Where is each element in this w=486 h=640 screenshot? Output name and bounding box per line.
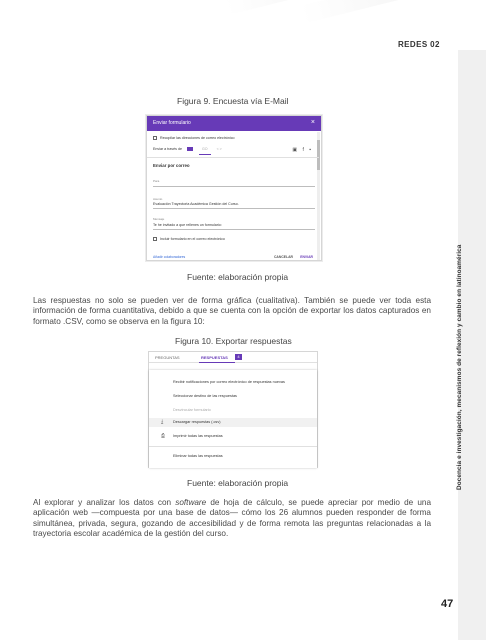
dialog-titlebar xyxy=(147,116,321,131)
checkbox-icon[interactable] xyxy=(153,136,157,140)
collect-emails-label: Recopilar las direcciones de correo electrónico xyxy=(160,136,235,140)
subject-label: Asunto xyxy=(153,197,163,201)
figure-10-source: Fuente: elaboración propia xyxy=(187,478,289,488)
cancel-button[interactable]: CANCELAR xyxy=(273,255,293,259)
menu-item-notifications[interactable]: Recibir notificaciones por correo electrónico de respuestas nuevas xyxy=(173,380,285,384)
download-csv-label: Descargar respuestas (.csv) xyxy=(173,420,221,424)
message-field[interactable]: Te he invitado a que rellenes un formulario: xyxy=(153,223,222,227)
menu-item-delete-all[interactable]: Eliminar todas las respuestas xyxy=(173,454,223,458)
twitter-icon[interactable]: ▪ xyxy=(309,147,311,153)
figure-9-source: Fuente: elaboración propia xyxy=(187,272,289,282)
menu-item-download-csv[interactable] xyxy=(161,419,221,425)
embed-tab[interactable]: < > xyxy=(216,147,222,151)
send-via-row xyxy=(153,147,222,151)
subject-field[interactable]: Evaluación Trayectoria Académica Gestión del Curso. xyxy=(153,202,239,206)
dialog-scrollbar[interactable] xyxy=(317,132,320,260)
software-term: software xyxy=(175,498,207,507)
page-number: 47 xyxy=(441,598,454,610)
figure-10-export-responses xyxy=(148,351,318,468)
paragraph-2-start: Al explorar y analizar los datos con xyxy=(33,498,176,507)
responses-count-badge: 4 xyxy=(235,354,242,360)
include-form-row[interactable] xyxy=(153,237,225,241)
figure-10-caption: Figura 10. Exportar respuestas xyxy=(175,336,292,346)
add-collaborators-link[interactable]: Añadir colaboradores xyxy=(153,255,186,259)
responses-options-menu xyxy=(149,370,317,468)
to-field[interactable] xyxy=(153,186,315,187)
running-head: REDES 02 xyxy=(398,40,440,49)
section-title: Enviar por correo xyxy=(153,163,190,168)
download-icon: ⤓ xyxy=(161,419,164,425)
form-tabs xyxy=(149,352,317,363)
message-underline xyxy=(153,229,315,230)
facebook-icon[interactable]: f xyxy=(302,147,304,153)
figure-9-send-form-dialog xyxy=(146,115,322,261)
scrollbar-thumb[interactable] xyxy=(317,140,320,170)
divider xyxy=(147,157,319,158)
menu-item-unlink-form: Desvincular formulario xyxy=(173,408,211,412)
send-button[interactable]: ENVIAR xyxy=(300,255,313,259)
active-tab-indicator xyxy=(199,362,235,363)
shade-band xyxy=(300,0,486,23)
tab-questions[interactable]: PREGUNTAS xyxy=(155,355,180,360)
menu-divider xyxy=(149,446,317,447)
to-label: Para xyxy=(153,179,160,183)
menu-item-print-all[interactable] xyxy=(161,433,223,439)
subject-underline xyxy=(153,208,315,209)
print-icon: ⎙ xyxy=(161,433,166,439)
tab-responses[interactable]: RESPUESTAS xyxy=(201,355,228,360)
menu-item-select-destination[interactable]: Seleccionar destino de las respuestas xyxy=(173,394,237,398)
link-tab[interactable]: GO xyxy=(201,147,208,151)
email-icon[interactable] xyxy=(187,147,193,151)
message-label: Mensaje xyxy=(153,217,165,221)
include-form-label: Incluir formulario en el correo electrónico xyxy=(160,237,225,241)
checkbox-icon[interactable] xyxy=(153,237,157,241)
send-via-label: Enviar a través de xyxy=(153,147,182,151)
active-tab-indicator xyxy=(199,154,211,155)
dialog-title: Enviar formulario xyxy=(153,120,191,126)
close-icon[interactable]: × xyxy=(310,119,315,126)
share-icons xyxy=(288,147,311,153)
google-plus-icon[interactable]: ▣ xyxy=(292,147,298,153)
figure-9-caption: Figura 9. Encuesta vía E-Mail xyxy=(177,96,289,106)
collect-emails-row[interactable] xyxy=(153,136,235,140)
dialog-footer xyxy=(153,255,313,259)
body-paragraph-1: Las respuestas no solo se pueden ver de forma gráfica (cualitativa). También se puede ver toda esta información de forma cuantitativa, debido a que se cuenta con la opción de exportar los datos capturados en formato .CSV, como se observa en la figura 10: xyxy=(33,296,431,326)
paragraph-2-rest: de hoja de cálculo, se puede apreciar por medio de una aplicación web —compuesta por una base de datos— cómo los 26 alumnos pueden responder de forma simultánea, privada, segura, gozando de accesibilidad y de forma remota las preguntas relacionadas a la trayectoria escolar académica de la gestión del curso. xyxy=(33,498,431,539)
body-paragraph-2 xyxy=(33,498,431,540)
print-all-label: Imprimir todas las respuestas xyxy=(173,434,223,438)
side-vertical-title: Docencia e investigación, mecanismos de reflexión y cambio en latinoamérica xyxy=(456,244,463,490)
